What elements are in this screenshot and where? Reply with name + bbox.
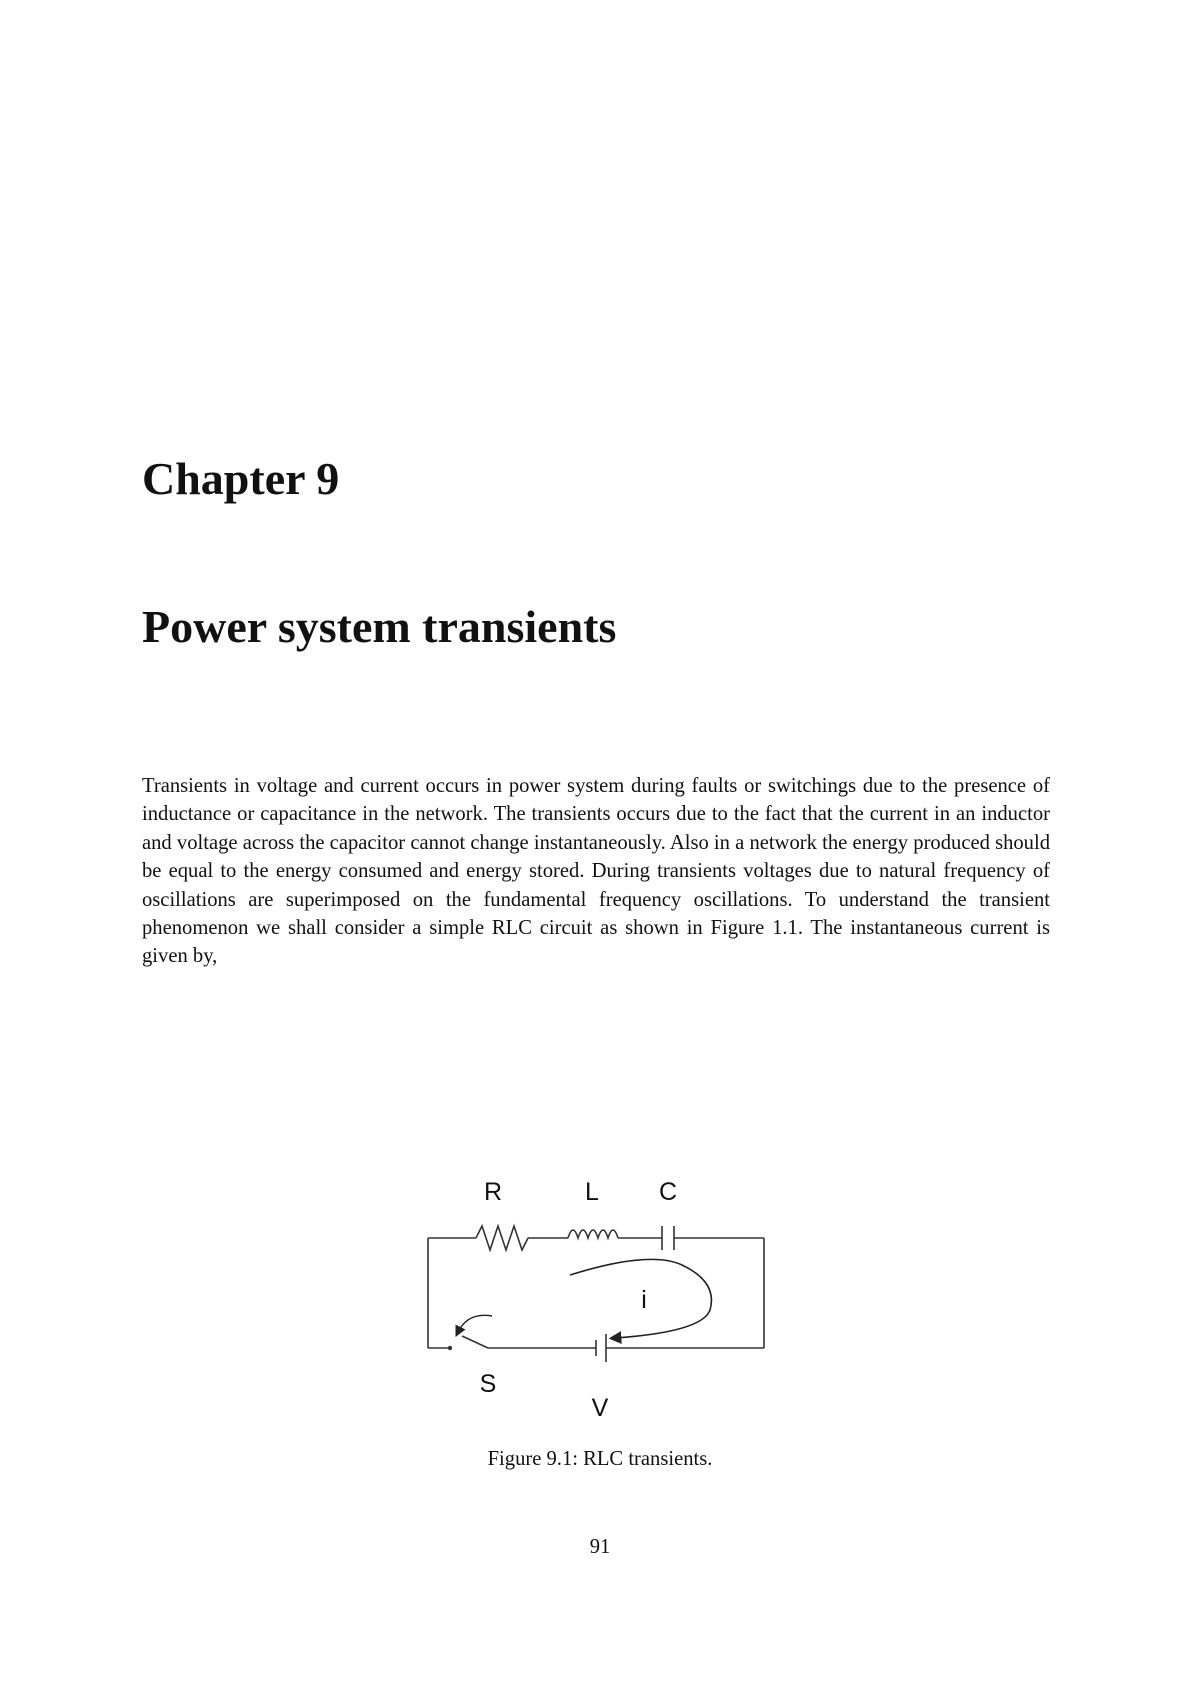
switch-blade (462, 1336, 488, 1348)
switch-label: S (479, 1370, 497, 1398)
figure-caption: Figure 9.1: RLC transients. (487, 1448, 713, 1470)
capacitor-label: C (658, 1178, 678, 1206)
switch-action-arrow (458, 1315, 492, 1332)
switch-pivot (448, 1346, 452, 1350)
page-number: 91 (589, 1536, 611, 1558)
chapter-title: Power system transients (142, 601, 617, 652)
resistor-symbol (476, 1226, 528, 1250)
rlc-circuit-diagram (420, 1170, 780, 1420)
current-label: i (641, 1286, 647, 1314)
body-paragraph: Transients in voltage and current occurs in power system during faults or switchings due to the presence of inductance or capacitance in the network. The transients occurs due to the fact that the current in an inductor and voltage across the capacitor cannot change instantaneously. Also in a network the energy produced should be equal to the energy consumed and energy stored. During transients voltages due to natural frequency of oscillations are superimposed on the fundamental frequency oscillations. To understand the transient phenomenon we shall consider a simple RLC circuit as shown in Figure 1.1. The instantaneous current is given by, (142, 775, 1050, 968)
rlc-circuit-figure (420, 1170, 780, 1420)
inductor-symbol (568, 1230, 618, 1238)
resistor-label: R (483, 1178, 503, 1206)
chapter-label: Chapter 9 (142, 453, 340, 504)
inductor-label: L (585, 1178, 599, 1206)
source-label: V (591, 1394, 609, 1420)
